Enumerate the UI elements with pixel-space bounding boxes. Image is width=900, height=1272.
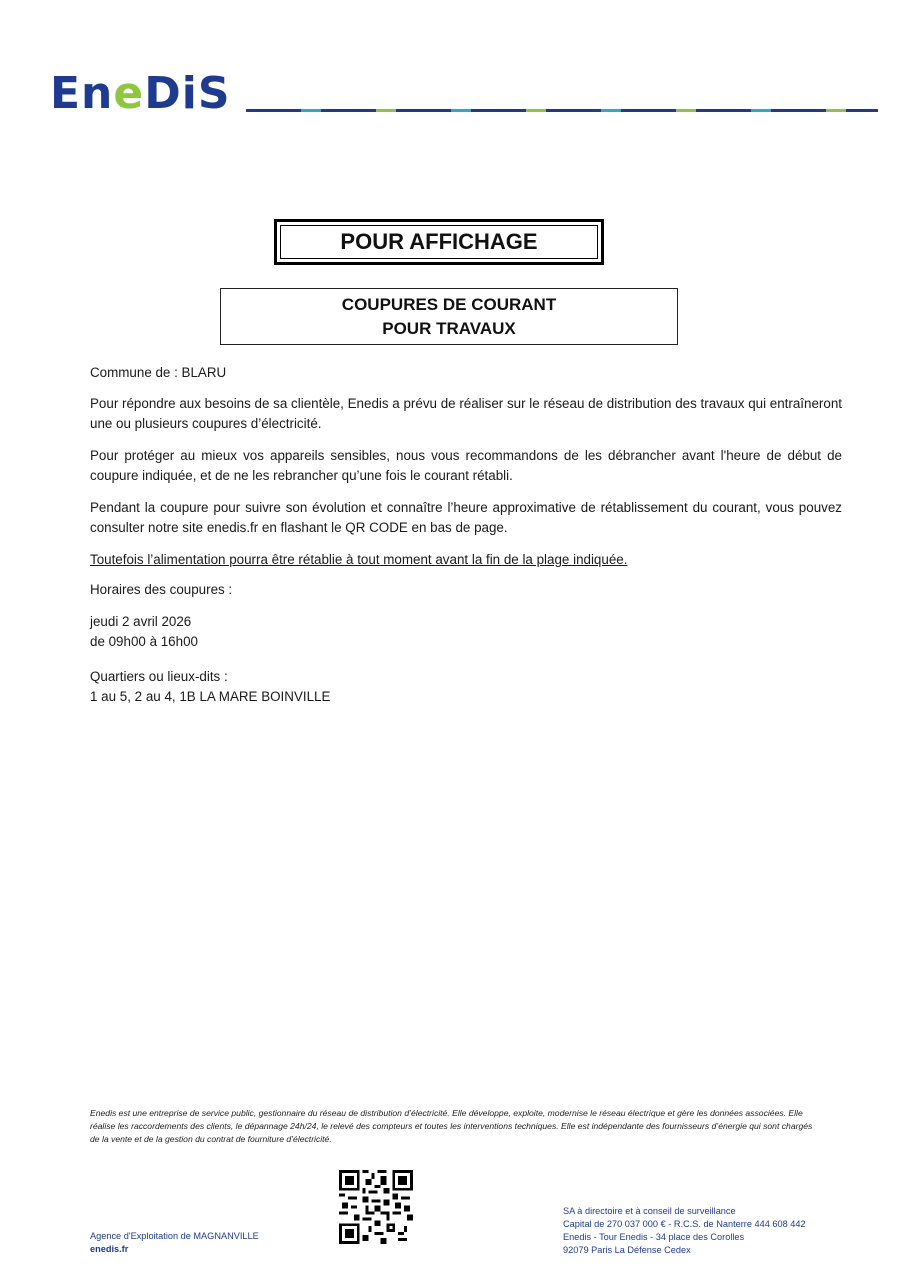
company-disclaimer: Enedis est une entreprise de service public, gestionnaire du réseau de distribution d’électricité. Elle développe, exploite, modernise le réseau électrique et gère les données associées. Elle réalise les raccordements des clients, le dépannage 24h/24, le relevé des compteurs et toutes les interventions techniques. Elle est indépendante des fournisseurs d’énergie qui sont chargés de la vente et de la gestion du contrat de fourniture d’électricité. — [90, 1108, 813, 1144]
agency-name: Agence d'Exploitation de MAGNANVILLE — [90, 1231, 259, 1241]
company-line-3: Enedis - Tour Enedis - 34 place des Corolles — [563, 1232, 745, 1242]
logo-rule — [246, 109, 878, 112]
company-line-2: Capital de 270 037 000 € - R.C.S. de Nanterre 444 608 442 — [563, 1219, 806, 1229]
notice-body — [90, 363, 842, 612]
coupures-title-line2: POUR TRAVAUX — [382, 318, 516, 338]
footer-agency — [90, 1230, 259, 1256]
paragraph-works: Pour répondre aux besoins de sa clientèle, Enedis a prévu de réaliser sur le réseau de distribution des travaux qui entraîneront une ou plusieurs coupures d’électricité. — [90, 396, 842, 431]
paragraph-restoration: Toutefois l’alimentation pourra être rétablie à tout moment avant la fin de la plage indiquée. — [90, 552, 628, 567]
coupures-title-box — [220, 288, 678, 345]
paragraph-follow-up: Pendant la coupure pour suivre son évolution et connaître l’heure approximative de rétablissement du courant, vous pouvez consulter notre site enedis.fr en flashant le QR CODE en bas de page. — [90, 500, 842, 535]
outage-schedule — [90, 612, 198, 652]
places-value: 1 au 5, 2 au 4, 1B LA MARE BOINVILLE — [90, 689, 331, 704]
pour-affichage-box — [274, 219, 604, 265]
commune-line: Commune de : BLARU — [90, 365, 227, 380]
outage-places — [90, 667, 330, 707]
website-link[interactable]: enedis.fr — [90, 1244, 129, 1254]
qr-code-icon[interactable] — [339, 1170, 413, 1244]
company-line-4: 92079 Paris La Défense Cedex — [563, 1245, 691, 1255]
outage-date: jeudi 2 avril 2026 — [90, 614, 192, 629]
enedis-logo: EneDiS — [50, 68, 231, 119]
places-label: Quartiers ou lieux-dits : — [90, 669, 228, 684]
outage-time: de 09h00 à 16h00 — [90, 634, 198, 649]
coupures-title-line1: COUPURES DE COURANT — [341, 294, 557, 314]
pour-affichage-title: POUR AFFICHAGE — [280, 225, 598, 259]
horaires-label: Horaires des coupures : — [90, 582, 233, 597]
company-line-1: SA à directoire et à conseil de surveillance — [563, 1206, 736, 1216]
footer-company-info — [563, 1205, 806, 1257]
paragraph-appliances: Pour protéger au mieux vos appareils sensibles, nous vous recommandons de les débrancher avant l'heure de début de coupure indiquée, et de ne les rebrancher qu’une fois le courant rétabli. — [90, 448, 842, 483]
